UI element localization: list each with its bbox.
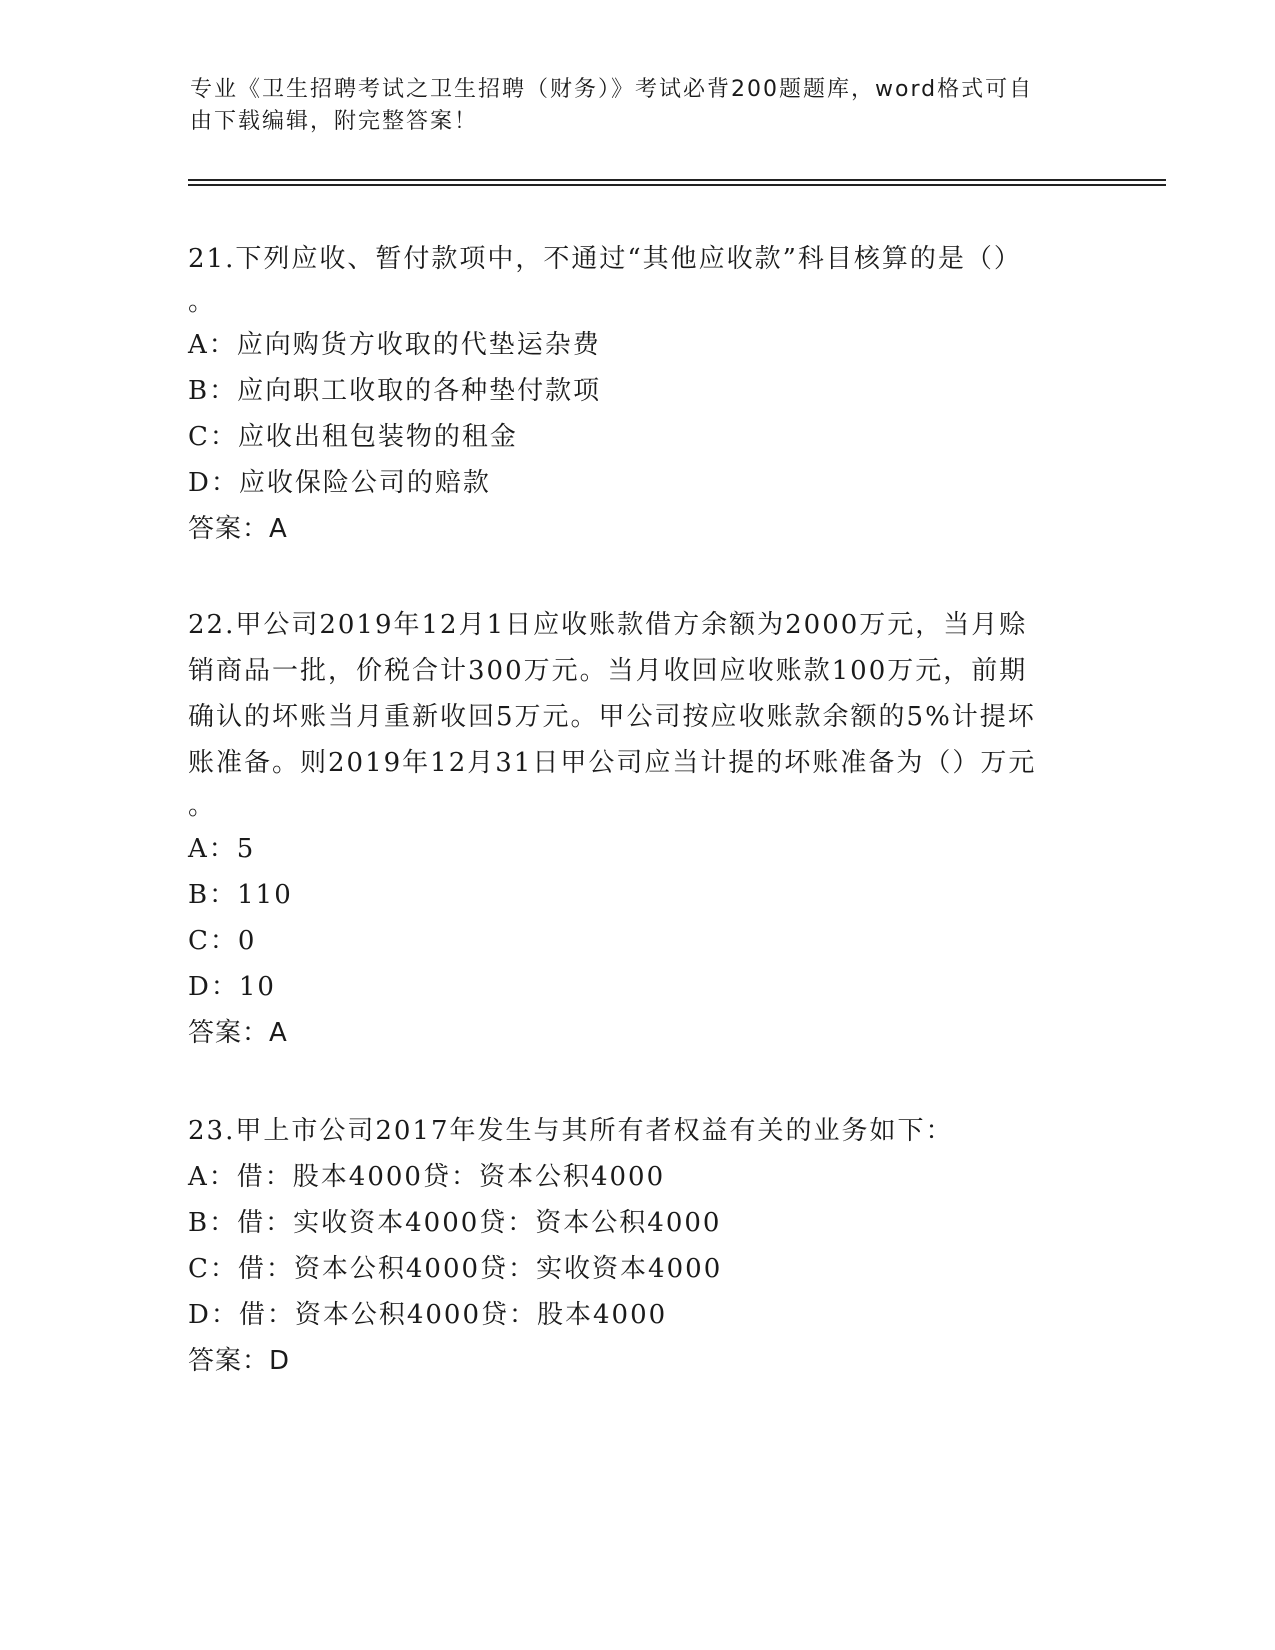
option-a: A：借：股本4000贷：资本公积4000 [188, 1162, 666, 1192]
question-23 [188, 1108, 1088, 1384]
option-a: A：应向购货方收取的代垫运杂费 [188, 330, 601, 360]
option-b: B：借：实收资本4000贷：资本公积4000 [188, 1208, 722, 1238]
header-divider-bottom [188, 184, 1166, 186]
question-stem-line-4: 账准备。则2019年12月31日甲公司应当计提的坏账准备为（）万元 [188, 748, 1037, 778]
header-divider-top [188, 179, 1166, 181]
question-stem-line-3: 确认的坏账当月重新收回5万元。甲公司按应收账款余额的5%计提坏 [188, 702, 1036, 732]
header-line-2: 由下载编辑，附完整答案！ [190, 109, 479, 134]
option-d: D：10 [188, 972, 276, 1002]
option-d: D：借：资本公积4000贷：股本4000 [188, 1300, 668, 1330]
option-c: C：应收出租包装物的租金 [188, 422, 518, 452]
option-a: A：5 [188, 834, 256, 864]
option-b: B：应向职工收取的各种垫付款项 [188, 376, 602, 406]
option-b: B：110 [188, 880, 293, 910]
answer: 答案：A [188, 514, 288, 544]
answer: 答案：A [188, 1018, 288, 1048]
question-stem-tail: 。 [188, 791, 217, 821]
question-stem: 23.甲上市公司2017年发生与其所有者权益有关的业务如下： [188, 1116, 954, 1146]
question-stem: 21.下列应收、暂付款项中，不通过“其他应收款”科目核算的是（） [188, 244, 1022, 274]
option-d: D：应收保险公司的赔款 [188, 468, 491, 498]
option-c: C：借：资本公积4000贷：实收资本4000 [188, 1254, 723, 1284]
header-line-1: 专业《卫生招聘考试之卫生招聘（财务）》考试必背200题题库，word格式可自 [190, 77, 1034, 102]
question-stem-line-2: 销商品一批，价税合计300万元。当月收回应收账款100万元，前期 [188, 656, 1028, 686]
question-22 [188, 602, 1088, 1056]
document-header [190, 74, 1080, 138]
question-stem-tail: 。 [188, 287, 217, 317]
answer: 答案：D [188, 1346, 291, 1376]
question-21 [188, 236, 1088, 552]
option-c: C：0 [188, 926, 257, 956]
question-stem-line-1: 22.甲公司2019年12月1日应收账款借方余额为2000万元，当月赊 [188, 610, 1028, 640]
